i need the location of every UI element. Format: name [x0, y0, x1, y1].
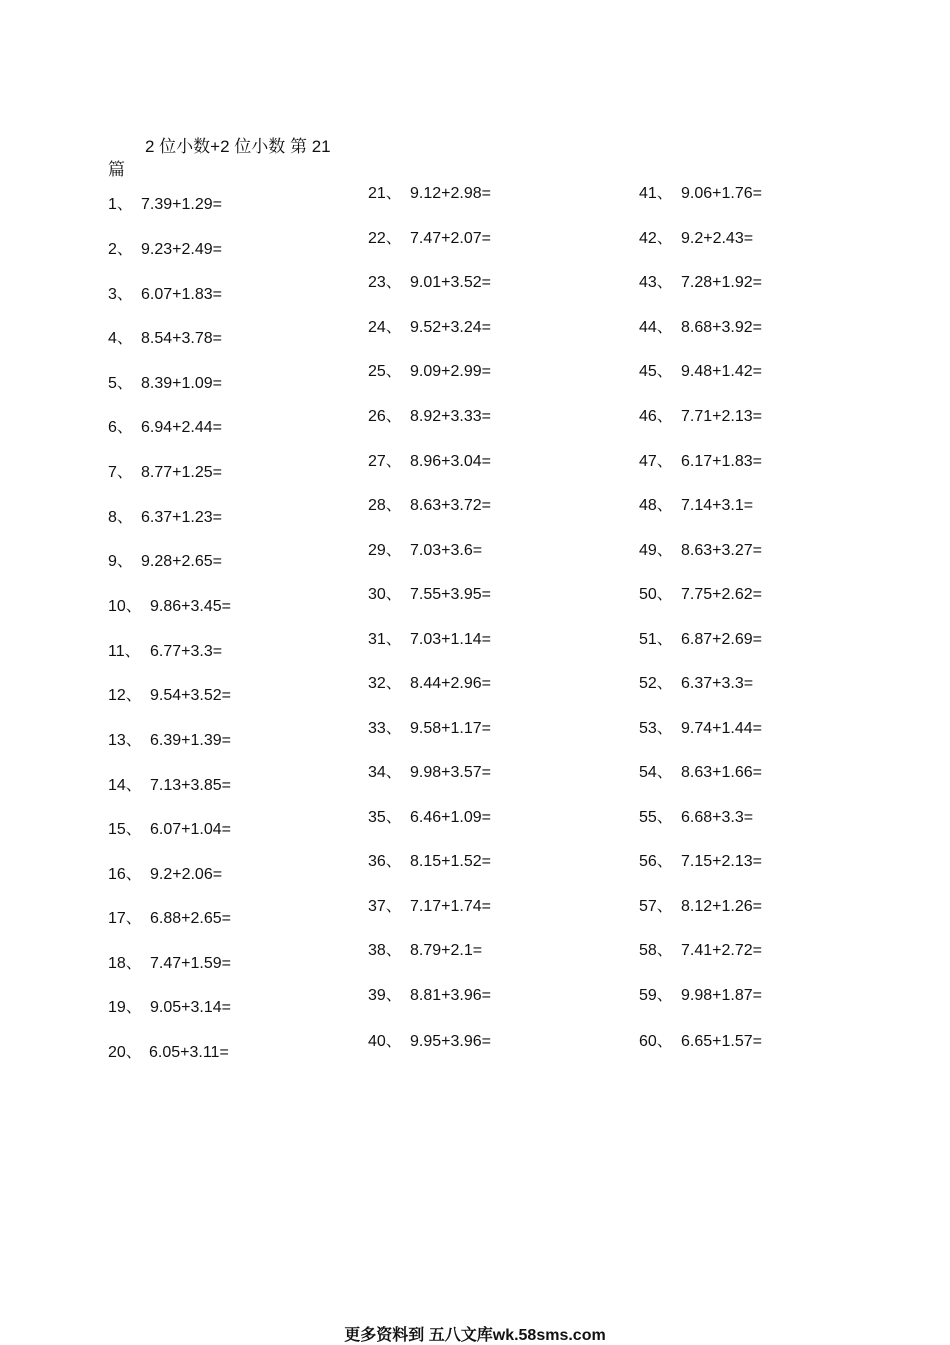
problem-item — [639, 630, 762, 650]
problem-number: 16、 — [108, 866, 142, 883]
problem-expression: 7.75+2.62= — [681, 586, 762, 603]
problem-number: 22、 — [368, 230, 402, 247]
problem-number: 2、 — [108, 241, 133, 258]
problem-number: 5、 — [108, 375, 133, 392]
problem-number: 25、 — [368, 363, 402, 380]
problem-item — [368, 585, 491, 605]
problem-number: 36、 — [368, 853, 402, 870]
problem-number: 3、 — [108, 286, 133, 303]
problem-expression: 8.54+3.78= — [141, 330, 222, 347]
problem-number: 60、 — [639, 1033, 673, 1050]
problem-number: 58、 — [639, 942, 673, 959]
problem-item — [368, 273, 491, 293]
problem-expression: 9.95+3.96= — [410, 1033, 491, 1050]
problem-item — [368, 630, 491, 650]
problem-expression: 6.05+3.11= — [149, 1044, 229, 1061]
problem-item — [639, 273, 762, 293]
problem-number: 19、 — [108, 999, 142, 1016]
problem-expression: 8.39+1.09= — [141, 375, 222, 392]
problem-number: 56、 — [639, 853, 673, 870]
problem-number: 7、 — [108, 464, 133, 481]
problem-expression: 8.63+3.27= — [681, 542, 762, 559]
problem-expression: 9.2+2.06= — [150, 866, 223, 883]
problem-item — [368, 407, 491, 427]
problem-number: 33、 — [368, 720, 402, 737]
problem-number: 38、 — [368, 942, 402, 959]
problem-number: 26、 — [368, 408, 402, 425]
problem-number: 14、 — [108, 777, 142, 794]
problem-number: 17、 — [108, 910, 142, 927]
problem-expression: 8.63+1.66= — [681, 764, 762, 781]
problem-number: 46、 — [639, 408, 673, 425]
problem-expression: 6.88+2.65= — [150, 910, 231, 927]
problem-number: 15、 — [108, 821, 142, 838]
problem-expression: 8.44+2.96= — [410, 675, 491, 692]
problem-number: 27、 — [368, 453, 402, 470]
problem-expression: 8.96+3.04= — [410, 453, 491, 470]
problem-expression: 6.37+1.23= — [141, 509, 222, 526]
problem-number: 39、 — [368, 987, 402, 1004]
problem-number: 11、 — [108, 643, 141, 660]
problem-item — [639, 318, 762, 338]
problem-expression: 6.37+3.3= — [681, 675, 754, 692]
problem-expression: 9.52+3.24= — [410, 319, 491, 336]
problem-item — [368, 229, 491, 249]
problem-number: 24、 — [368, 319, 402, 336]
problem-item — [639, 496, 753, 516]
problem-item — [368, 1032, 491, 1052]
problem-item — [368, 719, 491, 739]
problem-expression: 9.58+1.17= — [410, 720, 491, 737]
problem-expression: 9.12+2.98= — [410, 185, 491, 202]
problem-item — [368, 897, 491, 917]
problem-number: 48、 — [639, 497, 673, 514]
problem-item — [639, 897, 762, 917]
problem-expression: 9.74+1.44= — [681, 720, 762, 737]
problem-expression: 7.17+1.74= — [410, 898, 491, 915]
problem-number: 47、 — [639, 453, 673, 470]
problem-item — [639, 674, 753, 694]
problem-expression: 9.05+3.14= — [150, 999, 231, 1016]
problem-number: 41、 — [639, 185, 673, 202]
problem-number: 52、 — [639, 675, 673, 692]
problem-number: 40、 — [368, 1033, 402, 1050]
problem-expression: 9.48+1.42= — [681, 363, 762, 380]
problem-expression: 6.68+3.3= — [681, 809, 754, 826]
problem-number: 32、 — [368, 675, 402, 692]
problem-expression: 7.28+1.92= — [681, 274, 762, 291]
problem-number: 50、 — [639, 586, 673, 603]
problem-expression: 9.54+3.52= — [150, 687, 231, 704]
problem-item — [639, 229, 753, 249]
problem-expression: 9.98+3.57= — [410, 764, 491, 781]
problem-item — [368, 763, 491, 783]
problem-expression: 6.87+2.69= — [681, 631, 762, 648]
problem-number: 29、 — [368, 542, 402, 559]
problem-item — [368, 184, 491, 204]
problem-item — [368, 318, 491, 338]
problem-item — [639, 585, 762, 605]
problem-number: 45、 — [639, 363, 673, 380]
problem-expression: 9.28+2.65= — [141, 553, 222, 570]
problem-number: 23、 — [368, 274, 402, 291]
problem-expression: 8.63+3.72= — [410, 497, 491, 514]
problem-item — [368, 808, 491, 828]
problem-number: 20、 — [108, 1044, 142, 1061]
problem-number: 8、 — [108, 509, 133, 526]
problem-number: 34、 — [368, 764, 402, 781]
problem-item — [368, 674, 491, 694]
problem-expression: 8.68+3.92= — [681, 319, 762, 336]
problem-item — [639, 763, 762, 783]
problem-expression: 6.39+1.39= — [150, 732, 231, 749]
problem-expression: 7.39+1.29= — [141, 196, 222, 213]
problem-expression: 7.03+1.14= — [410, 631, 491, 648]
problem-item — [639, 452, 762, 472]
problem-number: 31、 — [368, 631, 402, 648]
problem-item — [368, 496, 491, 516]
problem-number: 9、 — [108, 553, 133, 570]
problem-number: 43、 — [639, 274, 673, 291]
problem-expression: 7.47+1.59= — [150, 955, 231, 972]
problem-expression: 7.03+3.6= — [410, 542, 483, 559]
problem-number: 51、 — [639, 631, 673, 648]
problem-expression: 8.15+1.52= — [410, 853, 491, 870]
problem-expression: 9.98+1.87= — [681, 987, 762, 1004]
problem-expression: 6.07+1.83= — [141, 286, 222, 303]
problem-number: 59、 — [639, 987, 673, 1004]
problem-expression: 7.55+3.95= — [410, 586, 491, 603]
problem-expression: 6.07+1.04= — [150, 821, 231, 838]
problem-number: 18、 — [108, 955, 142, 972]
problem-expression: 7.13+3.85= — [150, 777, 231, 794]
problem-expression: 8.81+3.96= — [410, 987, 491, 1004]
problem-expression: 6.17+1.83= — [681, 453, 762, 470]
problem-number: 13、 — [108, 732, 142, 749]
problem-item — [368, 362, 491, 382]
problem-number: 57、 — [639, 898, 673, 915]
footer-source-text: 更多资料到 五八文库wk.58sms.com — [344, 1327, 606, 1344]
problem-number: 42、 — [639, 230, 673, 247]
problem-expression: 9.86+3.45= — [150, 598, 231, 615]
problem-expression: 6.77+3.3= — [150, 643, 223, 660]
problem-item — [639, 719, 762, 739]
problem-number: 44、 — [639, 319, 673, 336]
problem-expression: 9.2+2.43= — [681, 230, 754, 247]
worksheet-title: 2 位小数+2 位小数 第 21 篇 — [108, 137, 331, 179]
problem-item — [639, 407, 762, 427]
problem-number: 6、 — [108, 419, 133, 436]
problem-item — [639, 808, 753, 828]
problem-expression: 7.14+3.1= — [681, 497, 754, 514]
problem-item — [368, 452, 491, 472]
problem-number: 1、 — [108, 196, 133, 213]
problem-number: 30、 — [368, 586, 402, 603]
problem-number: 54、 — [639, 764, 673, 781]
problem-number: 21、 — [368, 185, 402, 202]
problem-expression: 6.65+1.57= — [681, 1033, 762, 1050]
problem-expression: 8.79+2.1= — [410, 942, 483, 959]
problem-expression: 7.71+2.13= — [681, 408, 762, 425]
problem-number: 35、 — [368, 809, 402, 826]
problem-item — [639, 362, 762, 382]
problem-expression: 7.47+2.07= — [410, 230, 491, 247]
problem-number: 37、 — [368, 898, 402, 915]
problem-item — [368, 852, 491, 872]
problem-item — [639, 1032, 762, 1052]
problem-number: 4、 — [108, 330, 133, 347]
problem-number: 28、 — [368, 497, 402, 514]
problem-item — [639, 986, 762, 1006]
problem-item — [368, 941, 482, 961]
problem-expression: 8.77+1.25= — [141, 464, 222, 481]
problem-expression: 6.46+1.09= — [410, 809, 491, 826]
problem-item — [368, 986, 491, 1006]
problem-expression: 9.23+2.49= — [141, 241, 222, 258]
problem-expression: 8.92+3.33= — [410, 408, 491, 425]
problem-expression: 8.12+1.26= — [681, 898, 762, 915]
problem-number: 55、 — [639, 809, 673, 826]
problem-number: 12、 — [108, 687, 142, 704]
problem-item — [639, 541, 762, 561]
problem-expression: 6.94+2.44= — [141, 419, 222, 436]
problem-expression: 9.06+1.76= — [681, 185, 762, 202]
problem-expression: 7.41+2.72= — [681, 942, 762, 959]
problem-item — [368, 541, 482, 561]
problem-number: 49、 — [639, 542, 673, 559]
problem-item — [639, 852, 762, 872]
problem-item — [639, 941, 762, 961]
problem-number: 53、 — [639, 720, 673, 737]
problem-expression: 9.09+2.99= — [410, 363, 491, 380]
problem-expression: 7.15+2.13= — [681, 853, 762, 870]
problem-expression: 9.01+3.52= — [410, 274, 491, 291]
problem-number: 10、 — [108, 598, 142, 615]
problem-item — [639, 184, 762, 204]
